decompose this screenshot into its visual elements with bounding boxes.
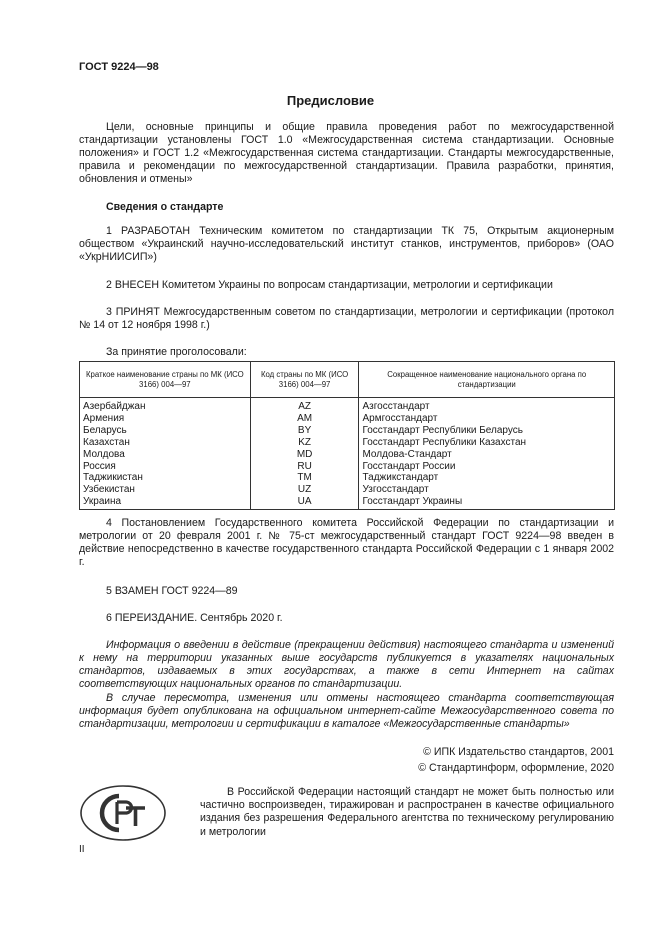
country-cell: Азербайджан [80,398,251,413]
body-cell: Таджикстандарт [359,472,615,484]
code-cell: AM [250,413,359,425]
table-row [80,472,615,484]
body-cell: Молдова-Стандарт [359,449,615,461]
rst-certification-mark-icon [79,784,167,842]
voted-label: За принятие проголосовали: [106,346,247,358]
code-cell: TM [250,472,359,484]
body-cell: Узгосстандарт [359,484,615,496]
country-cell: Беларусь [80,425,251,437]
body-cell: Госстандарт Республики Казахстан [359,437,615,449]
body-cell: Госстандарт России [359,461,615,473]
item-2: 2 ВНЕСЕН Комитетом Украины по вопросам стандартизации, метрологии и сертификации [106,279,553,291]
header-body: Сокращенное наименование национального органа по стандартизации [359,362,615,398]
body-cell: Госстандарт Украины [359,496,615,509]
country-cell: Узбекистан [80,484,251,496]
body-cell: Азгосстандарт [359,398,615,413]
table-row [80,425,615,437]
page-number: II [79,844,85,855]
footer-notice: В Российской Федерации настоящий стандарт не может быть полностью или частично воспроизведен, тиражирован и распространен в качестве официального издания без разрешения Федерального агентства по техническому регулированию и метрологии [200,786,614,838]
body-cell: Госстандарт Республики Беларусь [359,425,615,437]
copyright-2: © Стандартинформ, оформление, 2020 [418,762,614,774]
voting-table [79,361,615,510]
table-row [80,449,615,461]
item-6: 6 ПЕРЕИЗДАНИЕ. Сентябрь 2020 г. [106,612,283,624]
country-cell: Молдова [80,449,251,461]
code-cell: RU [250,461,359,473]
table-row [80,496,615,509]
body-cell: Армгосстандарт [359,413,615,425]
copyright-1: © ИПК Издательство стандартов, 2001 [423,746,614,758]
table-header-row [80,362,615,398]
country-cell: Россия [80,461,251,473]
code-cell: AZ [250,398,359,413]
header-country: Краткое наименование страны по МК (ИСО 3166) 004—97 [80,362,251,398]
section-title: Сведения о стандарте [106,201,224,213]
code-cell: UA [250,496,359,509]
table-row [80,484,615,496]
item-5: 5 ВЗАМЕН ГОСТ 9224—89 [106,585,238,597]
info-paragraph-2: В случае пересмотра, изменения или отмены настоящего стандарта соответствующая информация будет опубликована на официальном интернет-сайте Межгосударственного совета по стандартизации, метрологии и сертификации в каталоге «Межгосударственные стандарты» [79,692,614,730]
code-cell: KZ [250,437,359,449]
code-cell: UZ [250,484,359,496]
item-3: 3 ПРИНЯТ Межгосударственным советом по стандартизации, метрологии и сертификации (протокол № 14 от 12 ноября 1998 г.) [79,306,614,331]
country-cell: Украина [80,496,251,509]
page-title: Предисловие [286,93,375,108]
table-row [80,461,615,473]
intro-paragraph: Цели, основные принципы и общие правила проведения работ по межгосударственной стандартизации установлены ГОСТ 1.0 «Межгосударственная система стандартизации. Основные положения» и ГОСТ 1.2 «Межгосударственная система стандартизации. Стандарты межгосударственные, правила и рекомендации по межгосударственной стандартизации. Правила разработки, принятия, обновления и отмены» [79,121,614,185]
table-row [80,437,615,449]
country-cell: Казахстан [80,437,251,449]
doc-code: ГОСТ 9224—98 [79,61,159,73]
info-paragraph-1: Информация о введении в действие (прекращении действия) настоящего стандарта и изменений к нему на территории указанных выше государств публикуется в указателях национальных стандартов, издаваемых в этих государствах, а также в сети Интернет на сайтах соответствующих национальных органов по стандартизации. [79,639,614,690]
header-code: Код страны по МК (ИСО 3166) 004—97 [250,362,359,398]
item-1: 1 РАЗРАБОТАН Техническим комитетом по стандартизации ТК 75, Открытым акционерным обществом «Украинский научно-исследовательский институт станков, инструментов, приборов» (ОАО «УкрНИИСИП») [79,225,614,263]
country-cell: Армения [80,413,251,425]
table-row [80,398,615,413]
item-4: 4 Постановлением Государственного комитета Российской Федерации по стандартизации и метрологии от 20 февраля 2001 г. № 75-ст межгосударственный стандарт ГОСТ 9224—98 введен в действие непосредственно в качестве государственного стандарта Российской Федерации с 1 января 2002 г. [79,517,614,568]
table-row [80,413,615,425]
country-cell: Таджикистан [80,472,251,484]
code-cell: BY [250,425,359,437]
code-cell: MD [250,449,359,461]
